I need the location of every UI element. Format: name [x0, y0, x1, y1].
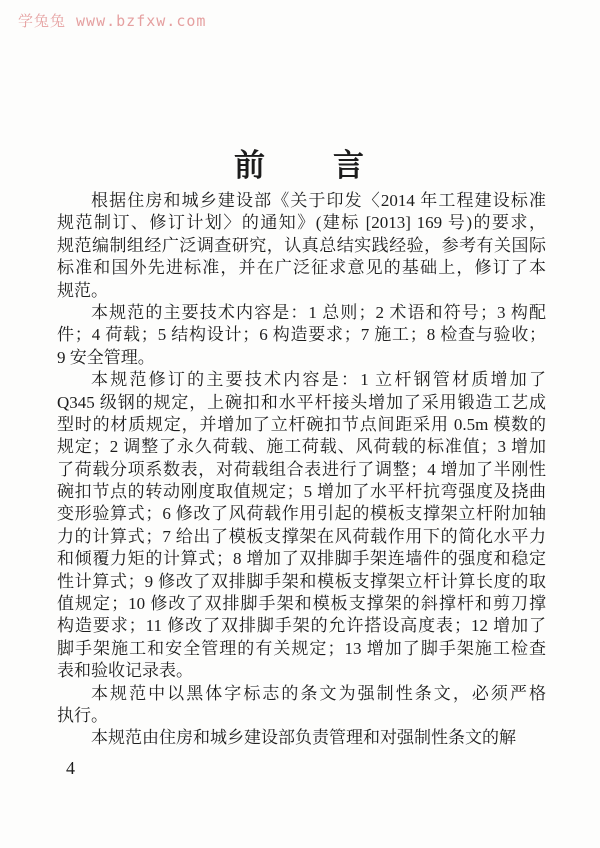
text-line: 本规范由住房和城乡建设部负责管理和对强制性条文的解 [91, 728, 516, 748]
text-line: 本规范修订的主要技术内容是：1 立杆钢管材质增加了 [91, 370, 546, 390]
text-line: 执行。 [57, 705, 108, 725]
text-line: 力的计算式；7 给出了模板支撑架在风荷载作用下的简化水平力 [57, 526, 546, 546]
text-line: 规范编制组经广泛调查研究，认真总结实践经验，参考有关国际 [57, 235, 546, 255]
text-line: 本规范中以黑体字标志的条文为强制性条文，必须严格 [91, 683, 546, 703]
text-line: 规范。 [57, 280, 108, 300]
text-line: 变形验算式；6 修改了风荷载作用引起的模板支撑架立杆附加轴 [57, 504, 546, 524]
text-line: 构造要求；11 修改了双排脚手架的允许搭设高度表；12 增加了 [57, 616, 546, 636]
text-line: 值规定；10 修改了双排脚手架和模板支撑架的斜撑杆和剪刀撑 [57, 594, 546, 614]
text-line: 和倾覆力矩的计算式；8 增加了双排脚手架连墙件的强度和稳定 [57, 549, 546, 569]
text-line: 本规范的主要技术内容是：1 总则；2 术语和符号；3 构配 [91, 302, 546, 322]
text-line: 件；4 荷载；5 结构设计；6 构造要求；7 施工；8 检查与验收； [57, 325, 546, 345]
paragraph [57, 369, 546, 682]
text-line: 性计算式；9 修改了双排脚手架和模板支撑架立杆计算长度的取 [57, 571, 546, 591]
text-line: 碗扣节点的转动刚度取值规定；5 增加了水平杆抗弯强度及挠曲 [57, 482, 546, 502]
text-line: 表和验收记录表。 [57, 661, 193, 681]
page-title: 前 言 [234, 147, 366, 183]
text-line: 规定；2 调整了永久荷载、施工荷载、风荷载的标准值；3 增加 [57, 437, 546, 457]
text-line: 9 安全管理。 [57, 347, 155, 367]
text-line: 根据住房和城乡建设部《关于印发〈2014 年工程建设标准 [91, 191, 546, 210]
paragraph [57, 683, 546, 728]
preface-body [57, 190, 546, 750]
text-line: Q345 级钢的规定，上碗扣和水平杆接头增加了采用锻造工艺成 [57, 392, 546, 412]
watermark-text: 学兔兔 www.bzfxw.com [18, 12, 207, 30]
text-line: 标准和国外先进标准，并在广泛征求意见的基础上，修订了本 [57, 258, 546, 278]
text-line: 规范制订、修订计划〉的通知》(建标 [2013] 169 号)的要求， [57, 213, 546, 233]
page-number: 4 [66, 758, 75, 778]
text-line: 型时的材质规定，并增加了立杆碗扣节点间距采用 0.5m 模数的 [57, 414, 546, 434]
paragraph [57, 727, 546, 749]
paragraph [57, 190, 546, 302]
paragraph [57, 302, 546, 369]
text-line: 了荷载分项系数表，对荷载组合表进行了调整；4 增加了半刚性 [57, 459, 546, 479]
text-line: 脚手架施工和安全管理的有关规定；13 增加了脚手架施工检查 [57, 638, 546, 658]
